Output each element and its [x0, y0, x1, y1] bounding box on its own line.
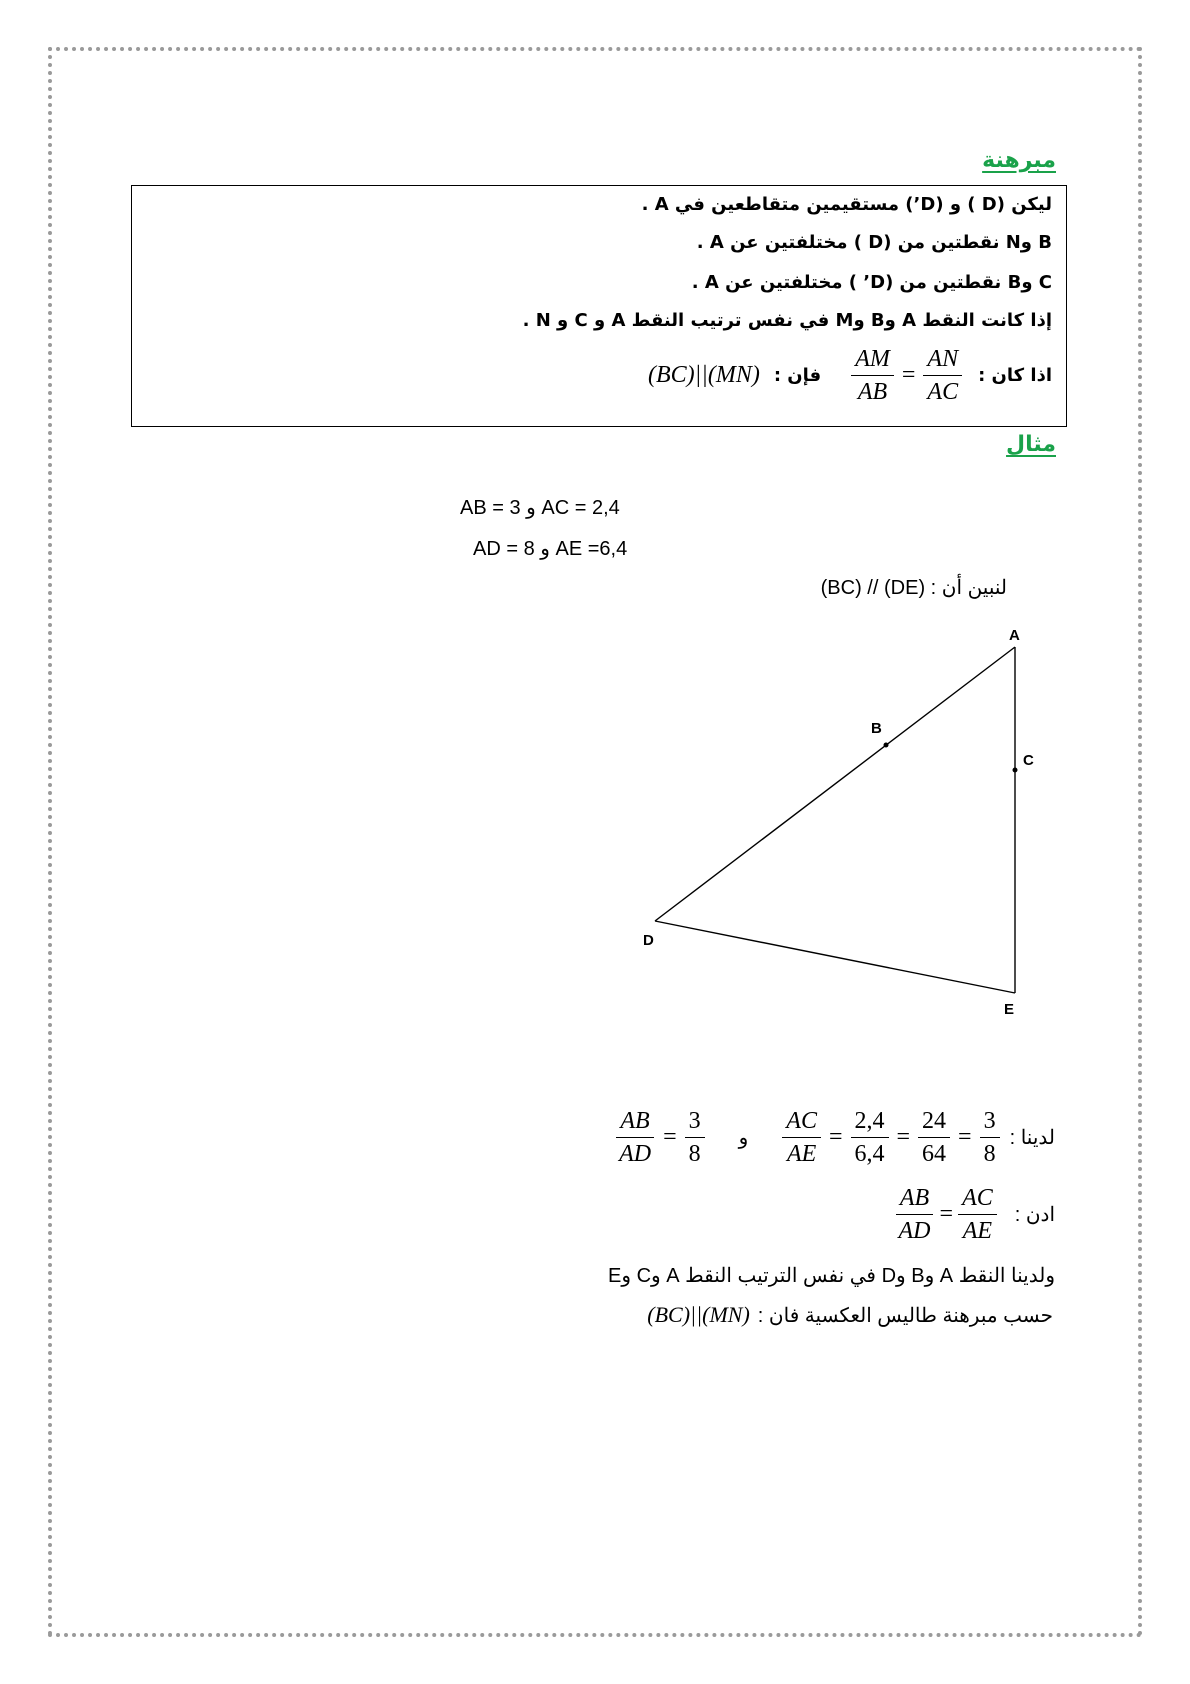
ratio-ac-ae: $\frac{AC}{AE}$ — [782, 1108, 821, 1168]
example-title: مثال — [1006, 432, 1056, 457]
ratio-ab-ad: $\frac{AB}{AD}$ — [615, 1108, 655, 1168]
conclusion-row — [647, 1302, 1053, 1328]
given-line-1: AB = 3 و AC = 2,4 — [460, 497, 620, 519]
theorem-line-4: إذا كانت النقط A وB وM في نفس ترتيب النقط A و C و N . — [522, 310, 1052, 331]
point-d-label: D — [643, 932, 654, 949]
point-b-dot — [884, 743, 889, 748]
order-line: ولدينا النقط A وB وD في نفس الترتيب النقط A وC وE — [608, 1265, 1055, 1287]
point-e-label: E — [1004, 1001, 1015, 1018]
theorem-then-label: فإن : — [773, 365, 822, 387]
ratio-2-4-6-4: $\frac{2,4}{6,4}$ — [851, 1108, 889, 1168]
theorem-condition-label: اذا كان : — [978, 365, 1052, 387]
ratio-3-8-first: $\frac{3}{8}$ — [685, 1108, 705, 1168]
ratio-3-8-second: $\frac{3}{8}$ — [980, 1108, 1000, 1168]
have-label: لدينا : — [1009, 1127, 1055, 1150]
ratio-24-64: $\frac{24}{64}$ — [918, 1108, 950, 1168]
given-line-2: AD = 8 و AE =6,4 — [473, 538, 628, 560]
point-a-label: A — [1009, 627, 1020, 644]
conclusion-math: (BC)||(MN) — [647, 1302, 750, 1327]
ratios-row: $\frac{AB}{AD}$ = $\frac{3}{8}$ و $\frac{AC}{AE}$ = $\frac{2,4}{6,4}$ = $\frac{24}{64}$ = $\frac{3}{8}$ لدينا : — [611, 1108, 1055, 1168]
point-c-dot — [1013, 768, 1018, 773]
then-row: $\frac{AB}{AD}$ = $\frac{AC}{AE}$ ادن : — [891, 1185, 1055, 1245]
theorem-fraction-am-ab: $\frac{AM}{AB}$ — [851, 346, 894, 406]
then-label: ادن : — [1014, 1204, 1055, 1227]
theorem-condition-row: (BC)||(MN) فإن : $\frac{AM}{AB}$ = $\frac{AN}{AC}$ اذا كان : — [648, 346, 1052, 406]
theorem-fraction-an-ac: $\frac{AN}{AC}$ — [923, 346, 962, 406]
then-ratio-ac-ae: $\frac{AC}{AE}$ — [958, 1185, 997, 1245]
point-c-label: C — [1023, 752, 1034, 769]
theorem-line-2: B وN نقطتين من (D ) مختلفتين عن A . — [696, 232, 1052, 253]
line-ad — [655, 647, 1015, 921]
conclusion-text: حسب مبرهنة طاليس العكسية فان : — [757, 1304, 1053, 1327]
point-b-label: B — [871, 720, 882, 737]
theorem-line-3: C وB نقطتين من (D’ ) مختلفتين عن A . — [691, 272, 1052, 293]
theorem-title: مبرهنة — [982, 148, 1056, 173]
theorem-conclusion: (BC)||(MN) — [648, 362, 760, 389]
theorem-line-1: ليكن (D ) و (D’) مستقيمين متقاطعين في A . — [641, 194, 1052, 215]
then-ratio-ab-ad: $\frac{AB}{AD}$ — [895, 1185, 935, 1245]
and-word: و — [738, 1127, 749, 1150]
line-de — [655, 921, 1015, 993]
goal-line: لنبين أن : (DE) // (BC) — [820, 577, 1007, 599]
